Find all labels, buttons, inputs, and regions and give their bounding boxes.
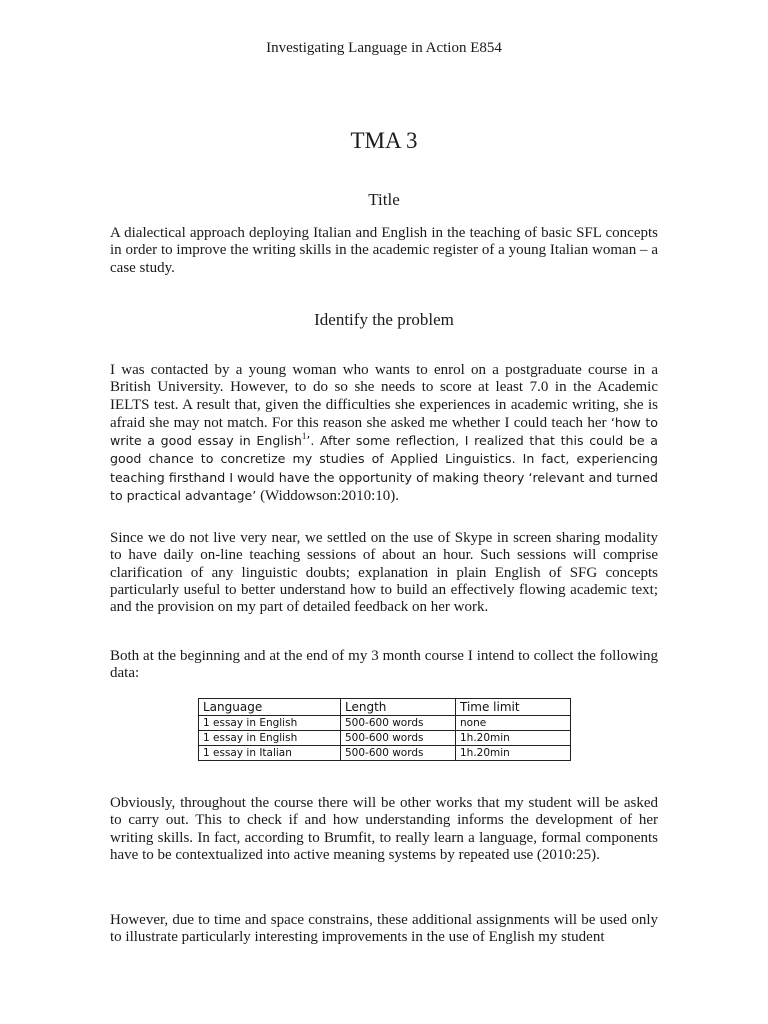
- table-header-language: Language: [199, 699, 341, 716]
- running-header: Investigating Language in Action E854: [266, 40, 502, 56]
- table-row: [199, 716, 571, 731]
- table-cell-time-limit: none: [456, 716, 571, 731]
- table-cell-language: 1 essay in Italian: [199, 746, 341, 761]
- problem-paragraph-3: Both at the beginning and at the end of my 3 month course I intend to collect the following data:: [110, 648, 658, 682]
- title-paragraph: A dialectical approach deploying Italian and English in the teaching of basic SFL concepts in order to improve the writing skills in the academic register of a young Italian woman – a case study.: [110, 225, 658, 276]
- table-cell-language: 1 essay in English: [199, 731, 341, 746]
- quoted-request: ‘how to write a good essay in English: [110, 414, 659, 449]
- title-section-heading: Title: [368, 190, 400, 209]
- table-header-length: Length: [341, 699, 456, 716]
- table-cell-time-limit: 1h.20min: [456, 746, 571, 761]
- problem-paragraph-1: [110, 362, 658, 505]
- problem-section-heading: Identify the problem: [314, 310, 454, 329]
- document-title: TMA 3: [350, 128, 418, 153]
- paragraph-text: I was contacted by a young woman who wants to enrol on a postgraduate course in a British University. However, to do so she needs to score at least 7.0 in the Academic IELTS test. A result that, given the difficulties she experiences in academic writing, she is afraid she may not match. For this reason she asked me whether I could teach her: [110, 362, 658, 431]
- quoted-continuation: ’. After some reflection, I realized that this could be a good chance to concretize my studies of Applied Linguistics. In fact, experiencing teaching firsthand I would have the opportunity of making theory ‘relevant and turned to practical advantage’: [110, 433, 658, 504]
- citation: (Widdowson:2010:10).: [256, 488, 400, 505]
- table-row: [199, 746, 571, 761]
- table-cell-time-limit: 1h.20min: [456, 731, 571, 746]
- table-header-time-limit: Time limit: [456, 699, 571, 716]
- table-row: [199, 731, 571, 746]
- table-cell-length: 500-600 words: [341, 716, 456, 731]
- problem-paragraph-5: However, due to time and space constrains, these additional assignments will be used only to illustrate particularly interesting improvements in the use of English my student: [110, 912, 658, 946]
- footnote-reference: 1: [301, 431, 307, 442]
- problem-paragraph-2: Since we do not live very near, we settled on the use of Skype in screen sharing modality to have daily on-line teaching sessions of about an hour. Such sessions will comprise clarification of any linguistic doubts; explanation in plain English of SFG concepts particularly useful to better understand how to build an effectively flowing academic text; and the provision on my part of detailed feedback on her work.: [110, 530, 658, 616]
- table-header-row: [199, 699, 571, 716]
- data-collection-table: [198, 698, 571, 761]
- table-cell-language: 1 essay in English: [199, 716, 341, 731]
- table-cell-length: 500-600 words: [341, 746, 456, 761]
- table-cell-length: 500-600 words: [341, 731, 456, 746]
- problem-paragraph-4: Obviously, throughout the course there will be other works that my student will be asked to carry out. This to check if and how understanding informs the development of her writing skills. In fact, according to Brumfit, to really learn a language, formal components have to be contextualized into active meaning systems by repeated use (2010:25).: [110, 795, 658, 863]
